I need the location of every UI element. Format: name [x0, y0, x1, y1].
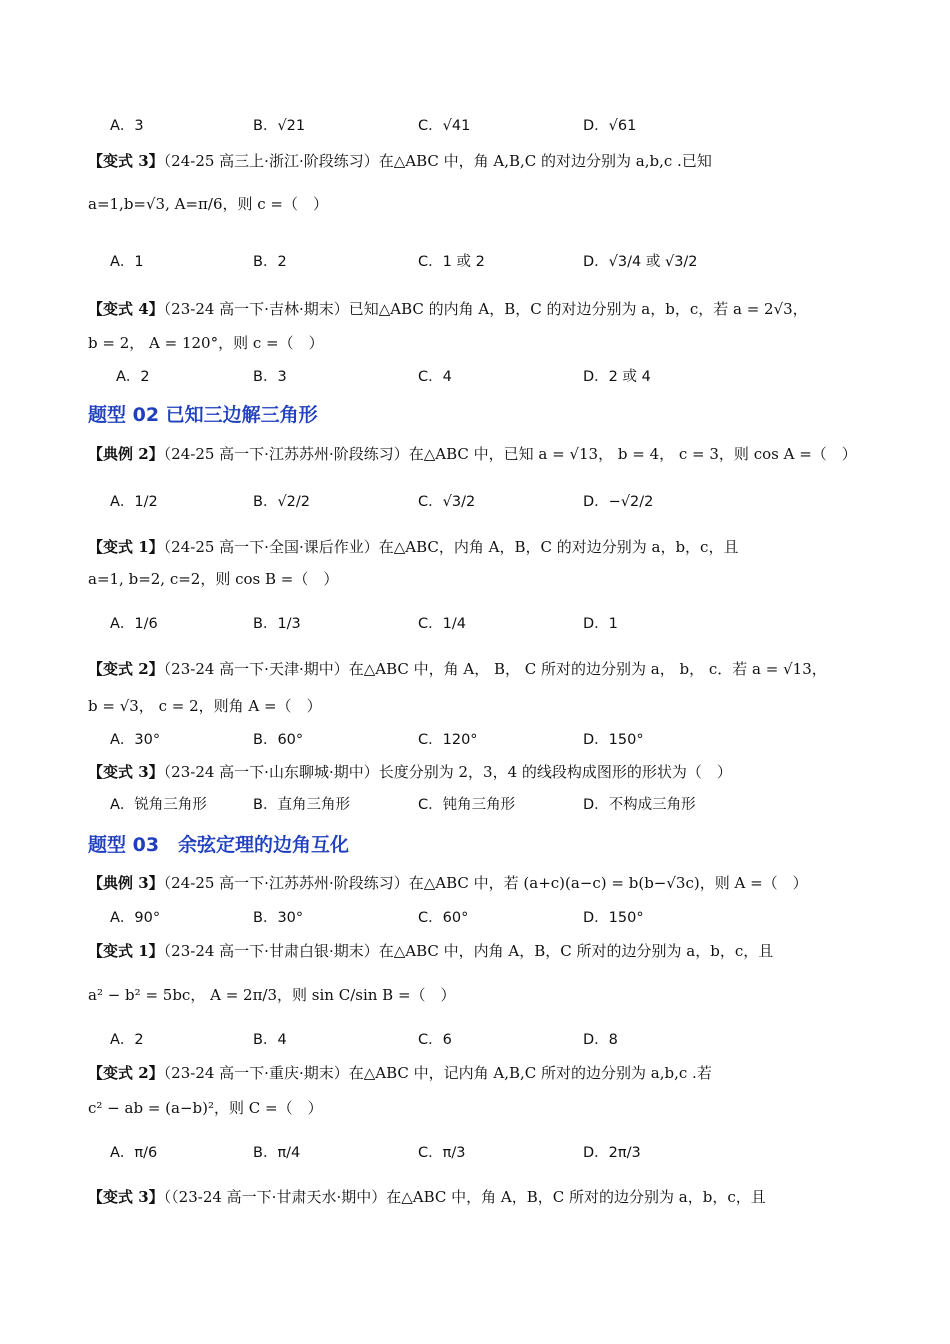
section-heading: 题型 03 余弦定理的边角互化: [88, 834, 350, 856]
question-tag: 【变式 4】: [88, 300, 164, 318]
section-heading: 题型 02 已知三边解三角形: [88, 404, 318, 426]
option-b: B．√21: [253, 118, 306, 134]
option-b: B．√2/2: [253, 494, 311, 510]
option-c: C．钝角三角形: [418, 797, 516, 813]
question-tag: 【典例 3】: [88, 874, 164, 892]
option-c: C．120°: [418, 732, 478, 748]
option-d: D．8: [583, 1032, 618, 1048]
option-c: C．4: [418, 369, 452, 385]
question-line: 【变式 2】（23-24 高一下·天津·期中）在△ABC 中，角 A， B， C 所对的边分别为 a， b， c．若 a = √13，: [88, 660, 827, 678]
question-line: 【变式 3】（24-25 高三上·浙江·阶段练习）在△ABC 中，角 A,B,C 的对边分别为 a,b,c .已知: [88, 152, 712, 170]
option-c: C．60°: [418, 910, 469, 926]
option-a: A．1/6: [110, 616, 158, 632]
question-tag: 【变式 2】: [88, 660, 164, 678]
option-b: B．60°: [253, 732, 304, 748]
option-c: C．6: [418, 1032, 452, 1048]
option-a: A．1/2: [110, 494, 158, 510]
option-c: C．1 或 2: [418, 254, 485, 270]
question-line-cont: c² − ab = (a−b)²，则 C =（ ）: [88, 1099, 323, 1117]
question-line: 【变式 1】（23-24 高一下·甘肃白银·期末）在△ABC 中，内角 A，B，C 所对的边分别为 a，b，c，且: [88, 942, 774, 960]
question-tag: 【变式 1】: [88, 942, 164, 960]
option-c: C．π/3: [418, 1145, 466, 1161]
question-tag: 【变式 3】: [88, 763, 164, 781]
option-b: B．π/4: [253, 1145, 301, 1161]
question-tag: 【变式 1】: [88, 538, 164, 556]
option-c: C．1/4: [418, 616, 466, 632]
question-line: 【典例 2】（24-25 高一下·江苏苏州·阶段练习）在△ABC 中，已知 a = √13， b = 4， c = 3，则 cos A =（ ）: [88, 445, 857, 463]
question-tag: 【变式 3】: [88, 152, 164, 170]
question-line: 【典例 3】（24-25 高一下·江苏苏州·阶段练习）在△ABC 中，若 (a+c)(a−c) = b(b−√3c)，则 A =（ ）: [88, 874, 808, 892]
option-a: A．2: [110, 1032, 144, 1048]
question-line-cont: a=1, b=2, c=2，则 cos B =（ ）: [88, 570, 339, 588]
option-d: D．√3/4 或 √3/2: [583, 254, 698, 270]
option-d: D．1: [583, 616, 618, 632]
question-line: 【变式 4】（23-24 高一下·吉林·期末）已知△ABC 的内角 A，B，C 的对边分别为 a，b，c，若 a = 2√3，: [88, 300, 808, 318]
option-b: B．30°: [253, 910, 304, 926]
option-a: A．3: [110, 118, 144, 134]
option-b: B．1/3: [253, 616, 301, 632]
option-a: A．锐角三角形: [110, 797, 207, 813]
question-tag: 【变式 2】: [88, 1064, 164, 1082]
option-a: A．π/6: [110, 1145, 158, 1161]
option-b: B．3: [253, 369, 287, 385]
option-c: C．√3/2: [418, 494, 476, 510]
option-d: D．−√2/2: [583, 494, 654, 510]
question-line: 【变式 3】（23-24 高一下·山东聊城·期中）长度分别为 2，3，4 的线段构成图形的形状为（ ）: [88, 763, 732, 781]
question-line: 【变式 3】（（23-24 高一下·甘肃天水·期中）在△ABC 中，角 A，B，C 所对的边分别为 a，b，c，且: [88, 1188, 766, 1206]
option-b: B．4: [253, 1032, 287, 1048]
option-d: D．150°: [583, 910, 644, 926]
option-d: D．√61: [583, 118, 637, 134]
option-b: B．直角三角形: [253, 797, 350, 813]
option-c: C．√41: [418, 118, 471, 134]
option-b: B．2: [253, 254, 287, 270]
question-line-cont: b = 2， A = 120°，则 c =（ ）: [88, 334, 324, 352]
question-tag: 【典例 2】: [88, 445, 164, 463]
option-a: A．30°: [110, 732, 161, 748]
question-line: 【变式 1】（24-25 高一下·全国·课后作业）在△ABC，内角 A，B，C 的对边分别为 a，b，c，且: [88, 538, 739, 556]
question-line-cont: a=1,b=√3, A=π/6，则 c =（ ）: [88, 195, 328, 213]
option-d: D．2 或 4: [583, 369, 651, 385]
option-a: A．2: [116, 369, 150, 385]
option-d: D．150°: [583, 732, 644, 748]
question-line-cont: b = √3， c = 2，则角 A =（ ）: [88, 697, 322, 715]
option-d: D．不构成三角形: [583, 797, 696, 813]
option-a: A．90°: [110, 910, 161, 926]
option-a: A．1: [110, 254, 144, 270]
question-tag: 【变式 3】: [88, 1188, 164, 1206]
option-d: D．2π/3: [583, 1145, 641, 1161]
question-line: 【变式 2】（23-24 高一下·重庆·期末）在△ABC 中，记内角 A,B,C 所对的边分别为 a,b,c .若: [88, 1064, 712, 1082]
question-line-cont: a² − b² = 5bc， A = 2π/3，则 sin C/sin B =（ ）: [88, 986, 456, 1004]
